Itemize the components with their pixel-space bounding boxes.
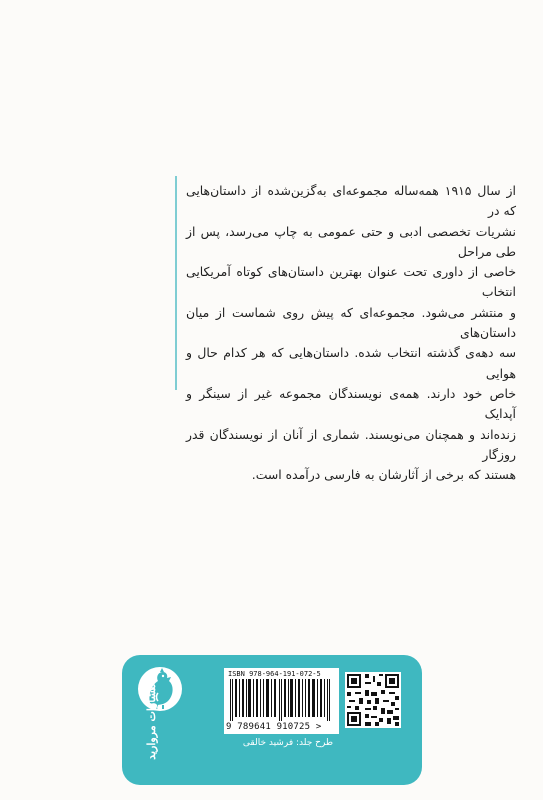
blurb-line: از سال ۱۹۱۵ همه‌ساله مجموعه‌ای به‌گزین‌شده از داستان‌هایی که در — [186, 183, 516, 219]
publisher-name: انتشارات مروارید — [145, 680, 158, 760]
blurb-line: زنده‌اند و همچنان می‌نویسند. شماری از آنان از نویسندگان قدر روزگار — [186, 426, 516, 462]
blurb-line: و منتشر می‌شود. مجموعه‌ای که پیش روی شماست از میان داستان‌های — [186, 304, 516, 341]
barcode — [228, 679, 336, 721]
cover-design-credit: طرح جلد: فرشید خالقی — [242, 738, 334, 748]
barcode-digits: 9 789641 910725 > — [226, 722, 322, 732]
blurb-line: خاص خود دارند. همه‌ی نویسندگان مجموعه غیر از سینگر و آپدایک — [186, 385, 516, 422]
isbn-label: ISBN 978-964-191-072-5 — [228, 670, 321, 678]
qr-code-icon — [345, 672, 401, 728]
back-cover-blurb — [186, 181, 516, 485]
blurb-line: خاصی از داوری تحت عنوان بهترین داستان‌های کوتاه آمریکایی انتخاب — [186, 264, 516, 300]
blurb-line: هستند که برخی از آثارشان به فارسی درآمده است. — [251, 467, 516, 483]
isbn-barcode-card — [224, 668, 339, 734]
blurb-line: سه دهه‌ی گذشته انتخاب شده. داستان‌هایی که هر کدام حال و هوایی — [186, 345, 516, 381]
blurb-line: نشریات تخصصی ادبی و حتی عمومی به چاپ می‌رسد، پس از طی مراحل — [186, 223, 516, 259]
accent-rule — [175, 176, 177, 390]
